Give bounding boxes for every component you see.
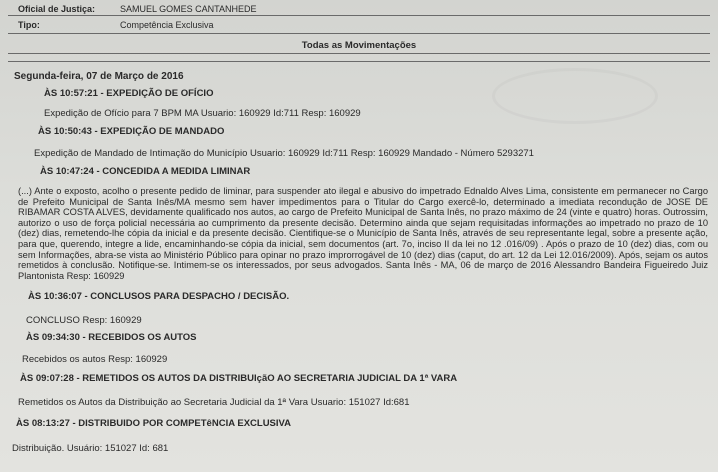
movement-title: ÀS 09:34:30 - RECEBIDOS OS AUTOS	[26, 332, 197, 343]
movement-title: ÀS 08:13:27 - DISTRIBUIDO POR COMPETêNCIA EXCLUSIVA	[16, 418, 292, 429]
movement-detail: Recebidos os autos Resp: 160929	[22, 354, 168, 365]
type-label: Tipo:	[18, 20, 40, 30]
movement-detail: Remetidos os Autos da Distribuição ao Secretaria Judicial da 1ª Vara Usuario: 151027 Id:681	[18, 397, 410, 408]
movement-detail: Expedição de Ofício para 7 BPM MA Usuario: 160929 Id:711 Resp: 160929	[44, 108, 361, 119]
divider	[8, 61, 710, 62]
divider	[8, 33, 710, 34]
faint-stamp-mark	[492, 68, 658, 124]
officer-value: SAMUEL GOMES CANTANHEDE	[120, 4, 257, 14]
movement-title: ÀS 09:07:28 - REMETIDOS OS AUTOS DA DISTRIBUIçãO AO SECRETARIA JUDICIAL DA 1ª VARA	[20, 373, 458, 384]
divider	[8, 15, 710, 16]
movement-title: ÀS 10:50:43 - EXPEDIÇÃO DE MANDADO	[38, 126, 225, 137]
movement-title: ÀS 10:36:07 - CONCLUSOS PARA DESPACHO / DECISÃO.	[28, 291, 290, 302]
day-heading: Segunda-feira, 07 de Março de 2016	[14, 71, 184, 82]
movement-detail: CONCLUSO Resp: 160929	[26, 315, 142, 326]
movement-title: ÀS 10:47:24 - CONCEDIDA A MEDIDA LIMINAR	[40, 166, 251, 177]
divider	[8, 53, 710, 54]
type-value: Competência Exclusiva	[120, 20, 214, 30]
movement-detail: Expedição de Mandado de Intimação do Município Usuario: 160929 Id:711 Resp: 160929 Mandado - Número 5293271	[34, 148, 534, 159]
officer-label: Oficial de Justiça:	[18, 4, 96, 14]
section-title: Todas as Movimentações	[301, 40, 417, 51]
movement-detail: Distribuição. Usuário: 151027 Id: 681	[12, 443, 169, 454]
movement-title: ÀS 10:57:21 - EXPEDIÇÃO DE OFÍCIO	[44, 88, 214, 99]
decision-text: (...) Ante o exposto, acolho o presente pedido de liminar, para suspender ato ilegal e abusivo do impetrado Ednaldo Alves Lima, consistente em permanecer no Cargo de Prefeito Municipal de Santa Inês/MA mesmo sem haver impedimentos para o Titular do Cargo exercê-lo, determinado a imediata recondução de JOSE DE RIBAMAR COSTA ALVES, devidamente qualificado nos autos, ao cargo de Prefeito Municipal de Santa Inês, no prazo máximo de 24 (vinte e quatro) horas. Outrossim, autorizo o uso de força policial necessária ao cumprimento da presente decisão. Determino ainda que sejam requisitadas informações ao impetrado no prazo de 10 (dez) dias, remetendo-lhe cópia da inicial e da presente decisão. Cientifique-se o Município de Santa Inês, através de seu representante legal, sobre a presente ação, para que, querendo, integre a lide, encaminhando-se cópia da inicial, sem documentos (art. 7o, inciso II da lei no 12 .016/09) . Após o prazo de 10 (dez) dias, com ou sem Informações, abra-se vista ao Ministério Público para opinar no prazo improrrogável de 10 (dez) dias (caput, do art. 12 da Lei 12.016/2009). Após, sejam os autos remetidos à conclusão. Notifique-se. Intimem-se os interessados, por seus advogados. Santa Inês - MA, 06 de março de 2016 Alessandro Bandeira Figueiredo Juiz Plantonista Resp: 160929	[18, 186, 708, 281]
